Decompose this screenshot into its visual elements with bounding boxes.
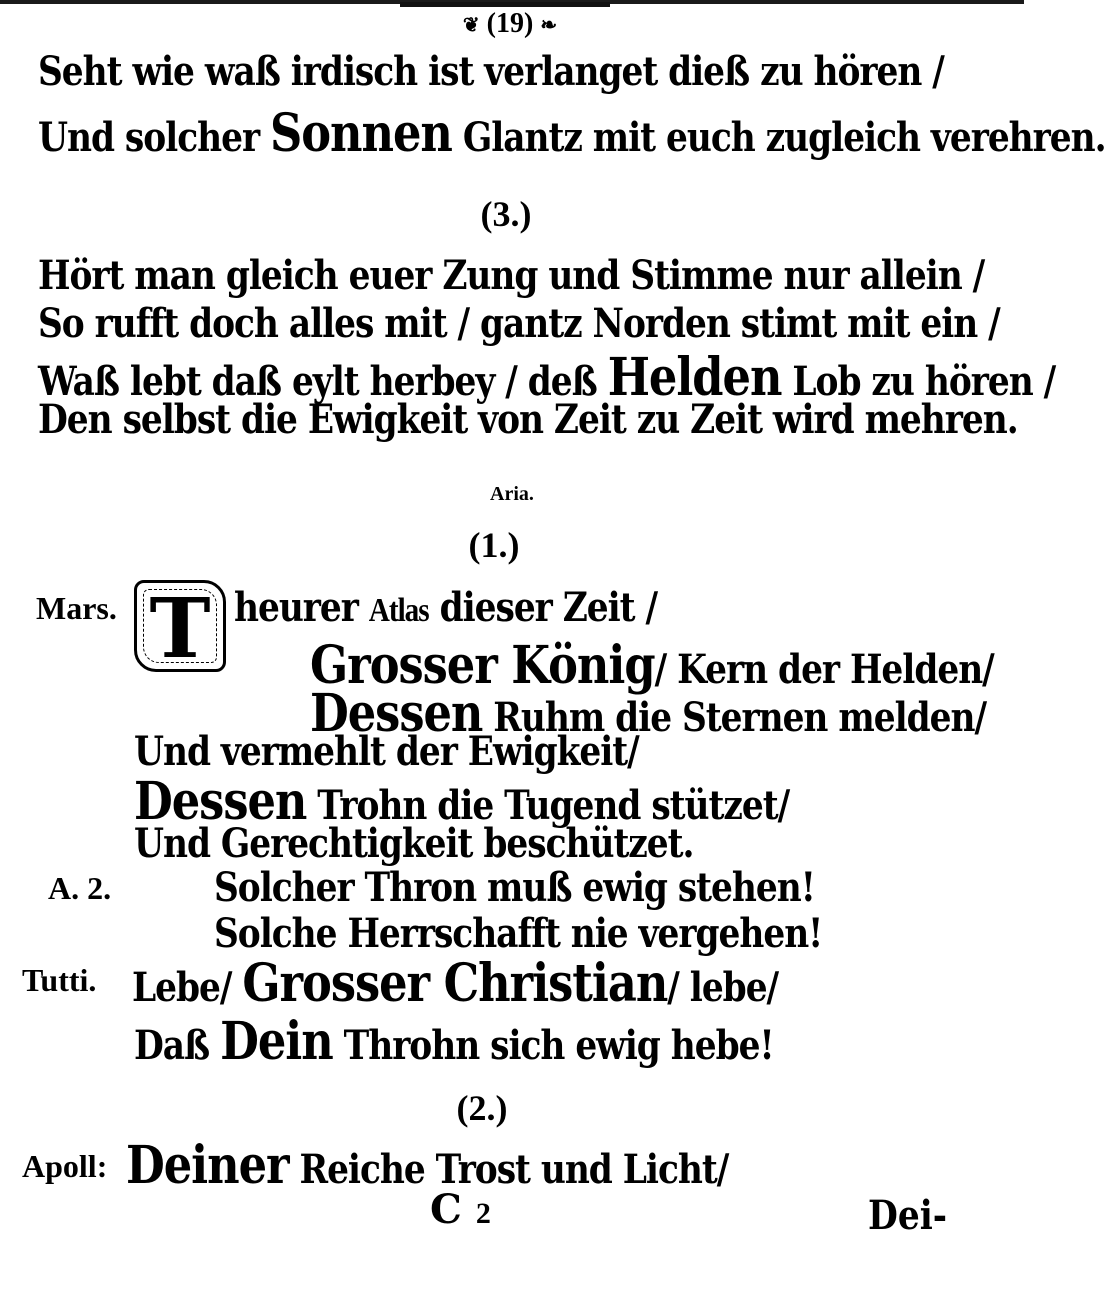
verse-1-line-5-end: Trohn die Tugend stützet/: [306, 782, 790, 829]
stanza-number-3: (3.): [480, 194, 532, 234]
verse-number-2: (2.): [456, 1088, 508, 1128]
verse-2-line-1-end: Reiche Trost und Licht/: [288, 1146, 729, 1193]
signature-letter: C: [430, 1186, 462, 1233]
verse-1-line-4: Und vermehlt der Ewigkeit/: [134, 728, 639, 775]
speaker-tutti: Tutti.: [22, 962, 97, 998]
verse-number-1: (1.): [468, 525, 520, 565]
intro-line-2: [38, 103, 1106, 164]
page-header: [430, 10, 590, 38]
verse-1-line-1-start: heurer: [234, 584, 369, 631]
stanza-3-line-3-start: Waß lebt daß eylt herbey / deß: [38, 358, 608, 405]
stanza-3-line-3-end: Lob zu hören /: [781, 358, 1056, 405]
show-through-text: [310, 170, 320, 200]
stanza-3-line-4: Den selbst die Ewigkeit von Zeit zu Zeit wird mehren.: [38, 396, 1018, 443]
speaker-apoll: Apoll:: [22, 1148, 108, 1184]
verse-1-line-10-emphasis: Dein: [220, 1011, 333, 1072]
verse-1-line-6: Und Gerechtigkeit beschützet.: [134, 820, 694, 867]
page-number: (19): [486, 8, 534, 39]
verse-1-line-3-end: Ruhm die Sternen melden/: [482, 694, 987, 741]
stanza-3-line-3-emphasis: Helden: [607, 347, 782, 408]
intro-line-2-emphasis: Sonnen: [269, 103, 452, 164]
top-border-accent: [400, 2, 610, 7]
verse-1-line-1: [234, 584, 658, 631]
stanza-3-line-1: Hört man gleich euer Zung und Stimme nur allein /: [38, 252, 985, 299]
verse-1-line-10-end: Throhn sich ewig hebe!: [332, 1022, 774, 1069]
ornament-right-icon: ❧: [540, 14, 558, 37]
speaker-a2: A. 2.: [48, 870, 112, 906]
verse-1-line-1-roman: Atlas: [368, 592, 429, 629]
verse-1-line-2-emphasis: Grosser König: [310, 635, 655, 696]
verse-1-line-10-start: Daß: [134, 1022, 221, 1069]
ornament-left-icon: ❦: [462, 14, 480, 37]
verse-1-line-10: [134, 1011, 774, 1072]
aria-title: Aria.: [490, 483, 534, 505]
stanza-3-line-2: So rufft doch alles mit / gantz Norden stimt mit ein /: [38, 300, 1000, 347]
verse-1-line-1-end: dieser Zeit /: [428, 584, 658, 631]
intro-line-2-end: Glantz mit euch zugleich verehren.: [451, 114, 1106, 161]
verse-2-line-1-emphasis: Deiner: [126, 1135, 289, 1196]
verse-1-line-9-emphasis: Grosser Christian: [242, 953, 668, 1014]
verse-1-line-9-end: / lebe/: [667, 964, 779, 1011]
intro-line-1: Seht wie waß irdisch ist verlanget dieß zu hören /: [38, 48, 944, 95]
signature-number: 2: [475, 1197, 491, 1230]
signature-mark: [430, 1186, 491, 1233]
verse-1-line-9-start: Lebe/: [132, 964, 243, 1011]
catchword: Dei-: [868, 1192, 948, 1239]
dropcap-initial: T: [134, 580, 226, 672]
verse-1-line-8: Solche Herrschafft nie vergehen!: [214, 910, 823, 957]
speaker-mars: Mars.: [36, 590, 117, 626]
verse-1-line-3-emphasis: Dessen: [310, 683, 483, 744]
intro-line-2-start: Und solcher: [38, 114, 270, 161]
verse-2-line-1: [126, 1135, 729, 1196]
verse-1-line-7: Solcher Thron muß ewig stehen!: [214, 864, 815, 911]
verse-1-line-5-emphasis: Dessen: [134, 771, 307, 832]
verse-1-line-2-end: / Kern der Helden/: [654, 646, 994, 693]
verse-1-line-9: [132, 953, 779, 1014]
